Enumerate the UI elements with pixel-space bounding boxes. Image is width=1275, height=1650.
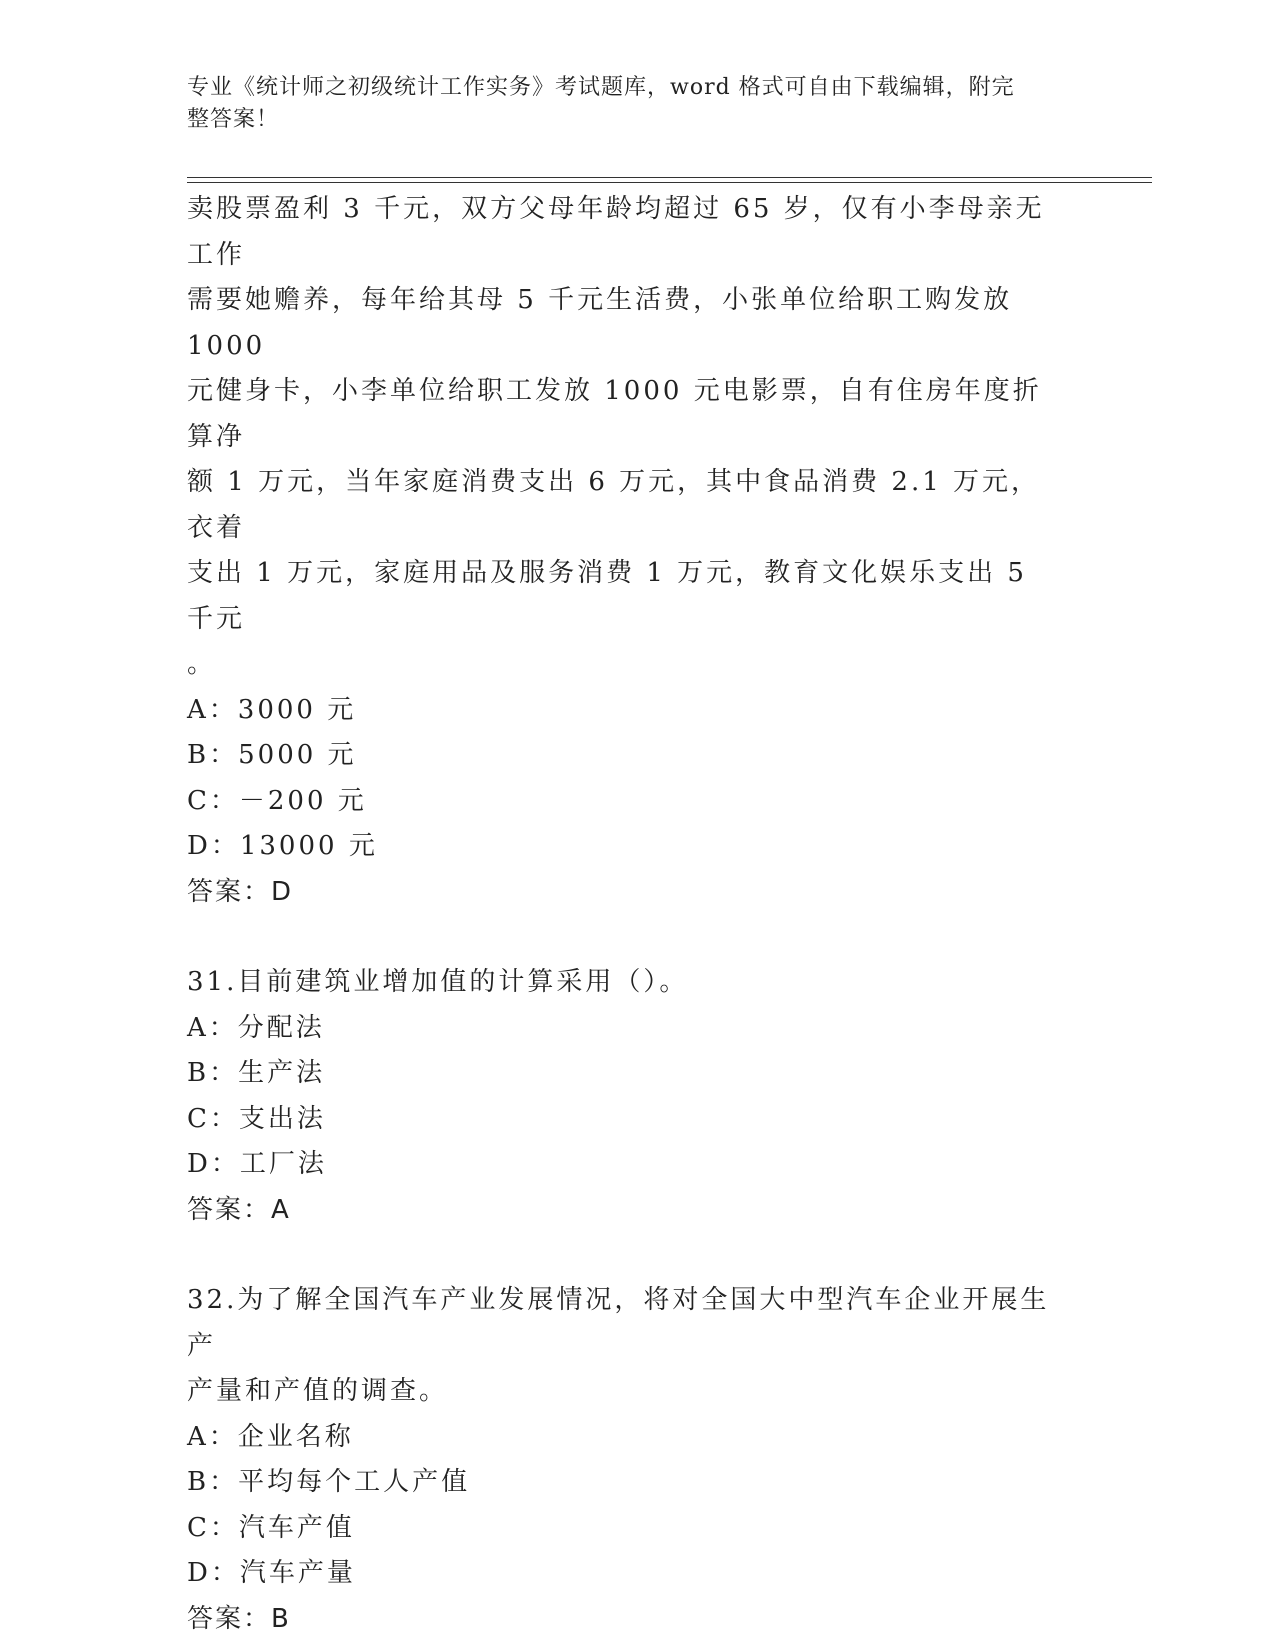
- question-32-option-d: D：汽车产量: [187, 1558, 356, 1588]
- question-30-option-c: C：－200 元: [187, 785, 367, 816]
- question-30-line-3: 元健身卡，小李单位给职工发放 1000 元电影票，自有住房年度折算净: [187, 376, 1042, 452]
- question-30-line-2: 需要她赡养，每年给其母 5 千元生活费，小张单位给职工购发放 1000: [187, 285, 1013, 361]
- header-line-1: 专业《统计师之初级统计工作实务》考试题库，word 格式可自由下载编辑，附完: [187, 75, 1015, 100]
- question-32-option-a: A：企业名称: [187, 1421, 354, 1452]
- question-32-option-c: C：汽车产值: [187, 1512, 355, 1543]
- question-30-line-5: 支出 1 万元，家庭用品及服务消费 1 万元，教育文化娱乐支出 5 千元: [187, 558, 1027, 634]
- header-divider-bottom: [187, 182, 1152, 183]
- question-31-option-d: D：工厂法: [187, 1149, 327, 1179]
- question-31-answer: 答案：A: [187, 1194, 291, 1225]
- question-30-option-d: D：13000 元: [187, 831, 378, 861]
- question-32-line-1: 32.为了解全国汽车产业发展情况，将对全国大中型汽车企业开展生产: [187, 1285, 1050, 1361]
- question-30-answer: 答案：D: [187, 876, 294, 907]
- question-30-line-6: 。: [187, 649, 217, 679]
- question-31-option-c: C：支出法: [187, 1103, 326, 1134]
- spacer: [187, 1233, 1067, 1278]
- spacer: [187, 915, 1067, 960]
- header-divider-top: [187, 177, 1152, 178]
- question-31-option-a: A：分配法: [187, 1012, 325, 1043]
- document-body: [187, 187, 1067, 1642]
- question-32-answer: 答案：B: [187, 1603, 291, 1634]
- question-30: [187, 187, 1067, 915]
- question-31-option-b: B：生产法: [187, 1058, 326, 1088]
- question-31-stem: 31.目前建筑业增加值的计算采用（）。: [187, 967, 689, 997]
- question-31: [187, 960, 1067, 1233]
- question-30-option-a: A：3000 元: [187, 694, 357, 725]
- question-32: [187, 1278, 1067, 1642]
- question-32-option-b: B：平均每个工人产值: [187, 1467, 471, 1497]
- question-30-line-4: 额 1 万元，当年家庭消费支出 6 万元，其中食品消费 2.1 万元，衣着: [187, 467, 1041, 543]
- header-line-2: 整答案！: [187, 107, 280, 132]
- question-30-line-1: 卖股票盈利 3 千元，双方父母年龄均超过 65 岁，仅有小李母亲无工作: [187, 194, 1045, 270]
- question-30-option-b: B：5000 元: [187, 740, 357, 770]
- question-32-line-2: 产量和产值的调查。: [187, 1376, 449, 1406]
- document-header: [187, 72, 1067, 136]
